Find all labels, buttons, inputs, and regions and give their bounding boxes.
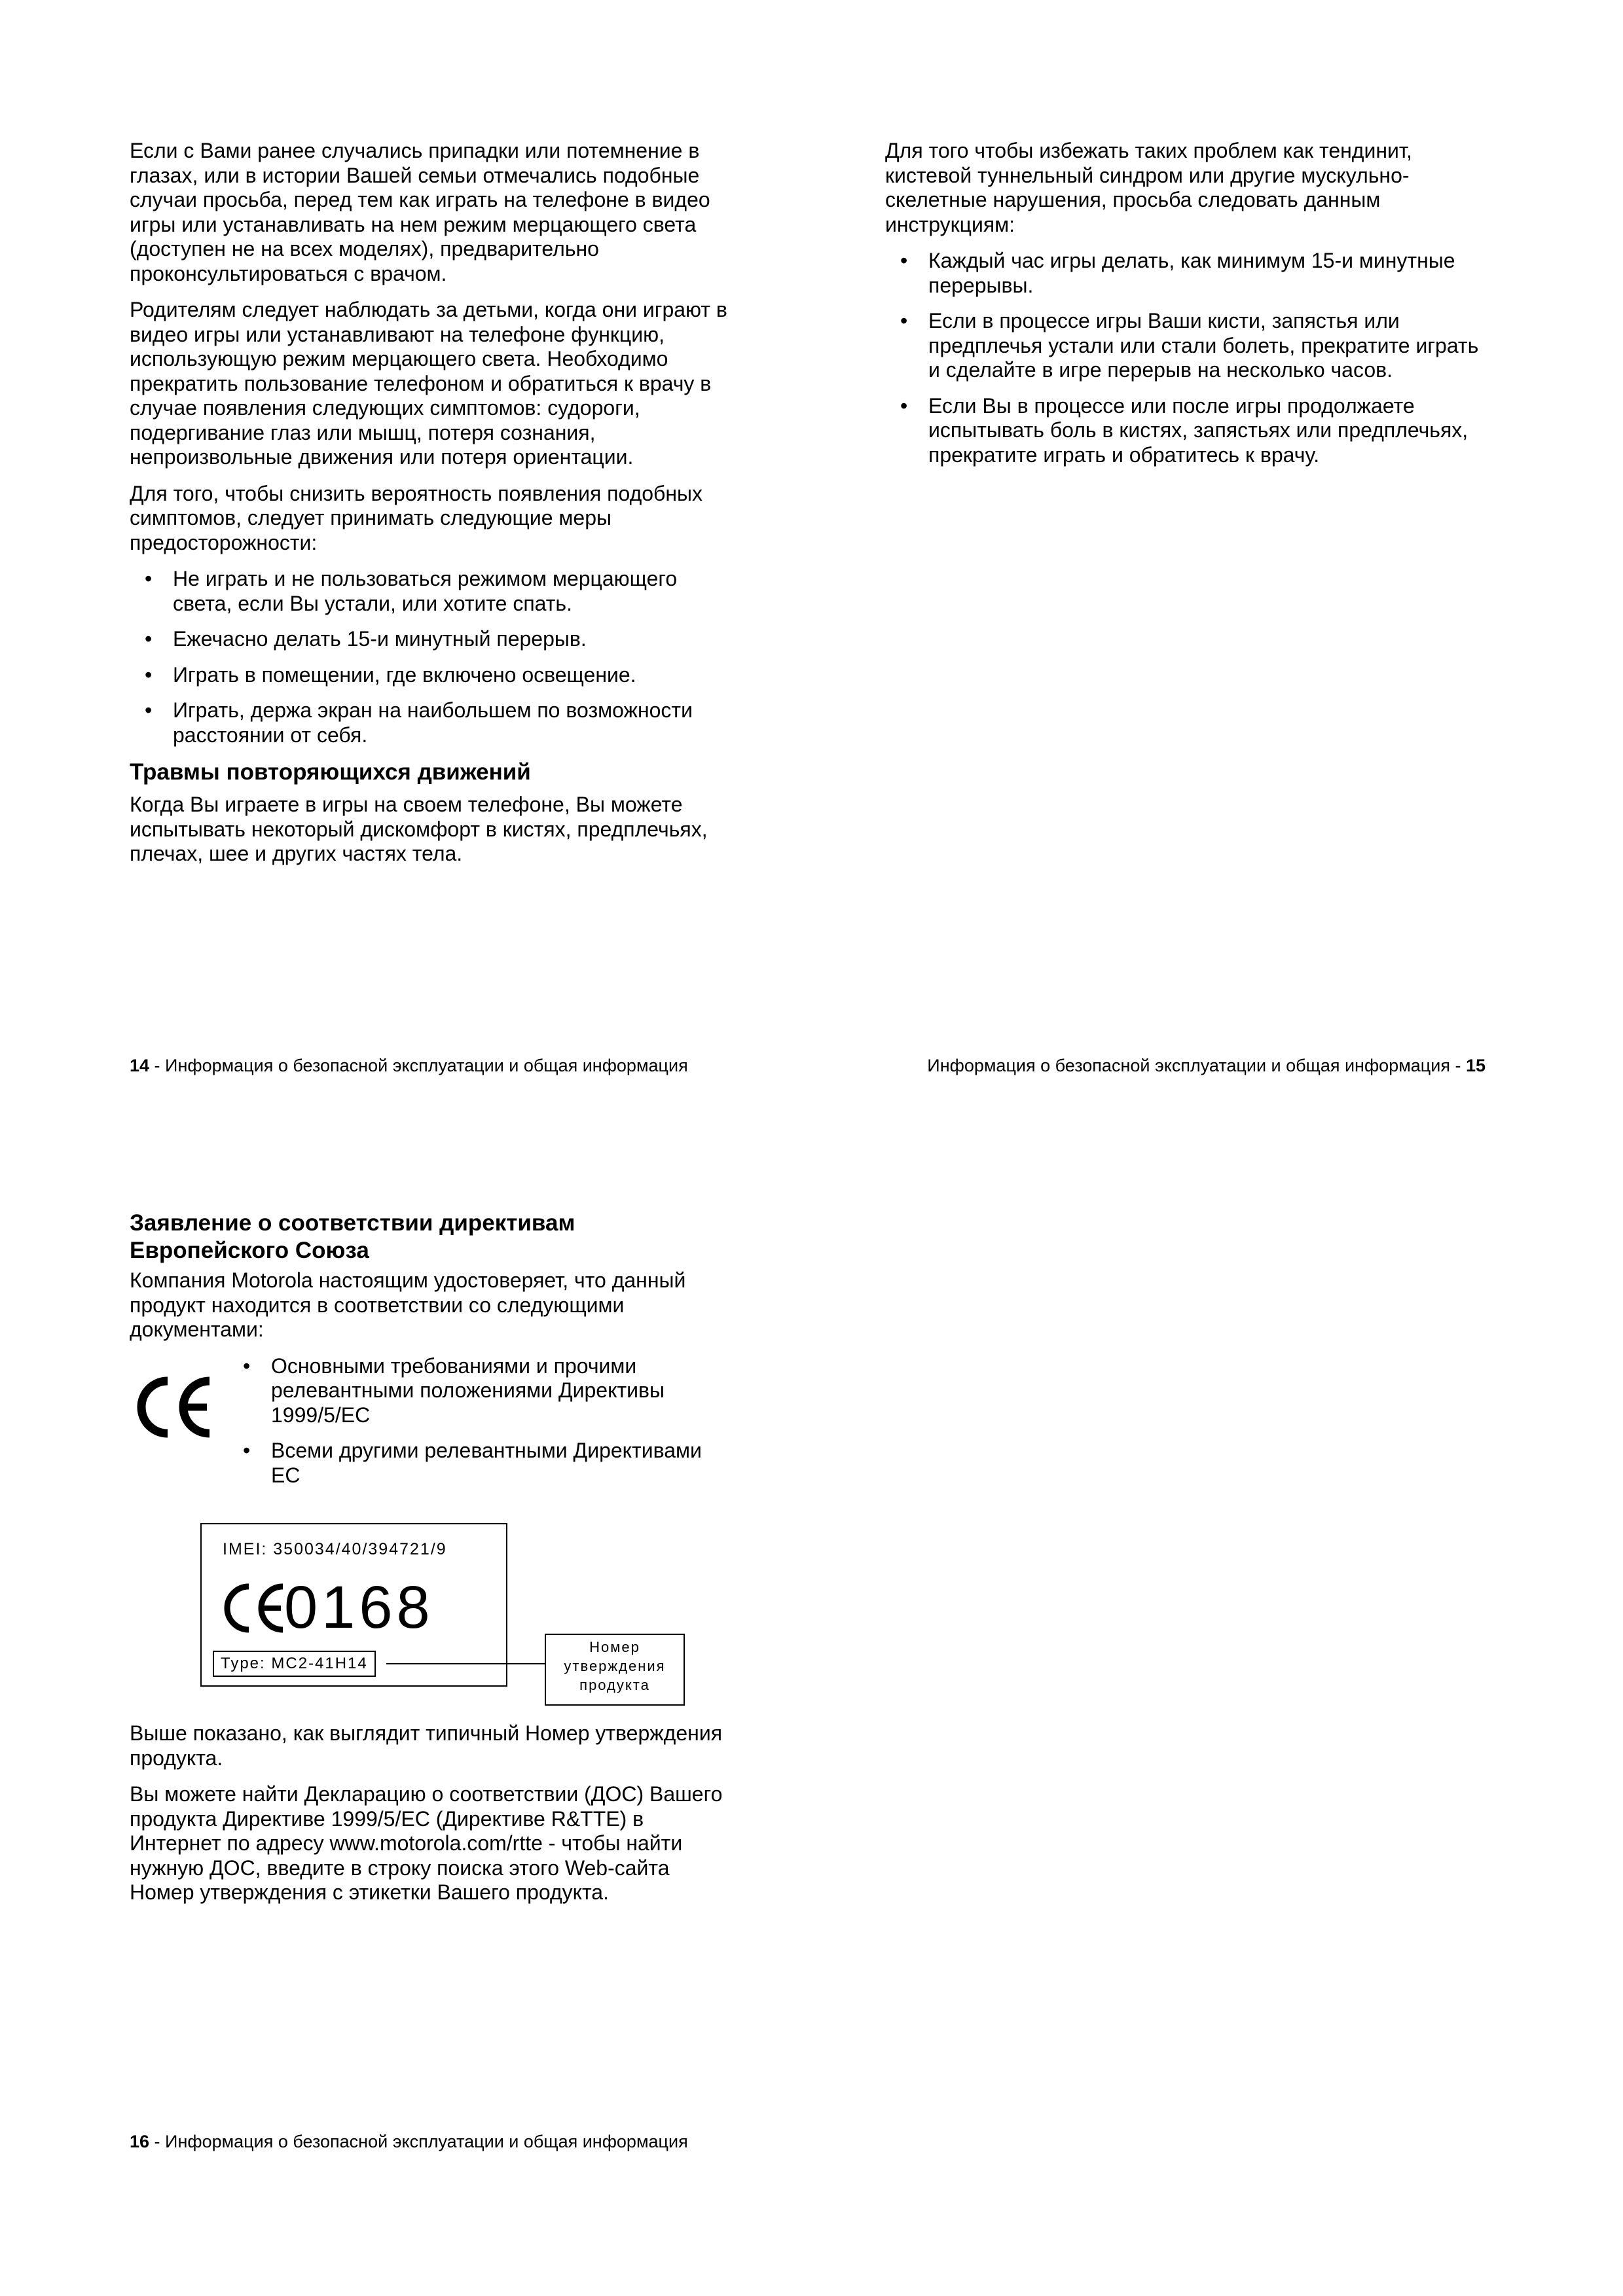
page16-paragraph-1: Компания Motorola настоящим удостоверяет, что данный продукт находится в соответствии со следующими документами: [130,1268,686,1341]
page16-footer: 16 - Информация о безопасной эксплуатации и общая информация [130,2132,688,2151]
list-item: • Играть, держа экран на наибольшем по возможности расстоянии от себя. [145,698,693,747]
page14-paragraph-1: Если с Вами ранее случались припадки или потемнение в глазах, или в истории Вашей семьи отмечались подобные случаи просьба, перед тем как играть на телефоне в видео игры или устанавливать на нем режим мерцающего света (доступен не на всех моделях), предварительно проконсультироваться с врачом. [130,139,710,285]
list-item: • Ежечасно делать 15-и минутный перерыв. [145,627,587,651]
page-16-column [130,1210,732,1499]
page14-bullet-list [130,567,732,747]
ce-mark-small-icon [219,1581,287,1635]
page-15-column [885,139,1494,478]
page16-paragraph-3: Вы можете найти Декларацию о соответствии (ДОС) Вашего продукта Директиве 1999/5/EC (Директиве R&TTE) в Интернет по адресу www.motorola.com/rtte - чтобы найти нужную ДОС, введите в строку поиска этого Web-сайта Номер утверждения с этикетки Вашего продукта. [130,1782,723,1904]
bullet-icon: • [243,1354,251,1378]
page14-paragraph-4: Когда Вы играете в игры на своем телефоне, Вы можете испытывать некоторый дискомфорт в кистях, предплечьях, плечах, шее и других частях тела. [130,793,708,865]
page-14-column [130,139,732,878]
list-item: • Основными требованиями и прочими релевантными положениями Директивы 1999/5/EC [243,1354,665,1427]
list-item: • Не играть и не пользоваться режимом мерцающего света, если Вы устали, или хотите спать. [145,567,678,615]
page15-footer: Информация о безопасной эксплуатации и общая информация - 15 [927,1056,1486,1075]
approval-number-callout: Номер утверждения продукта [545,1634,685,1706]
page14-paragraph-2: Родителям следует наблюдать за детьми, когда они играют в видео игры или устанавливают на телефоне функцию, использующую режим мерцающего света. Необходимо прекратить пользование телефоном и обратиться к врачу в случае появления следующих симптомов: судороги, подергивание глаз или мышц, потеря сознания, непроизвольные движения или потеря ориентации. [130,298,727,469]
approval-number: 0168 [284,1574,434,1641]
type-code: Type: MC2-41H14 [213,1651,376,1677]
page15-paragraph-1: Для того чтобы избежать таких проблем как тендинит, кистевой туннельный синдром или другие мускульно-скелетные нарушения, просьба следовать данным инструкциям: [885,139,1412,236]
page14-footer: 14 - Информация о безопасной эксплуатации и общая информация [130,1056,688,1075]
list-item: • Всеми другими релевантными Директивами EC [243,1439,702,1487]
list-item: • Каждый час игры делать, как минимум 15-и минутные перерывы. [900,249,1455,297]
bullet-icon: • [145,567,153,590]
bullet-icon: • [900,393,908,418]
page14-paragraph-3: Для того, чтобы снизить вероятность появления подобных симптомов, следует принимать следующие меры предосторожности: [130,481,703,554]
list-item: • Если Вы в процессе или после игры продолжаете испытывать боль в кистях, запястьях или предплечьях, прекратите играть и обратитесь к врачу. [900,393,1468,467]
page15-bullet-list [885,249,1494,467]
bullet-icon: • [145,698,153,722]
bullet-icon: • [900,249,908,272]
page-number: 16 [130,2132,150,2151]
page-16-lower-column [130,1721,732,1917]
page16-heading: Заявление о соответствии директивам Европейского Союза [130,1210,575,1263]
ce-mark-icon [130,1376,215,1439]
page14-heading: Травмы повторяющихся движений [130,759,531,785]
imei-text: IMEI: 350034/40/394721/9 [223,1540,447,1558]
bullet-icon: • [145,662,153,687]
bullet-icon: • [145,627,153,651]
page16-bullet-list [228,1354,732,1488]
bullet-icon: • [900,309,908,332]
page16-paragraph-2: Выше показано, как выглядит типичный Номер утверждения продукта. [130,1721,723,1770]
bullet-icon: • [243,1439,251,1462]
callout-line [386,1663,545,1664]
page-number: 15 [1465,1056,1486,1075]
page-number: 14 [130,1056,150,1075]
list-item: • Если в процессе игры Ваши кисти, запястья или предплечья устали или стали болеть, прекратите играть и сделайте в игре перерыв на несколько часов. [900,309,1479,382]
list-item: • Играть в помещении, где включено освещение. [145,662,636,687]
